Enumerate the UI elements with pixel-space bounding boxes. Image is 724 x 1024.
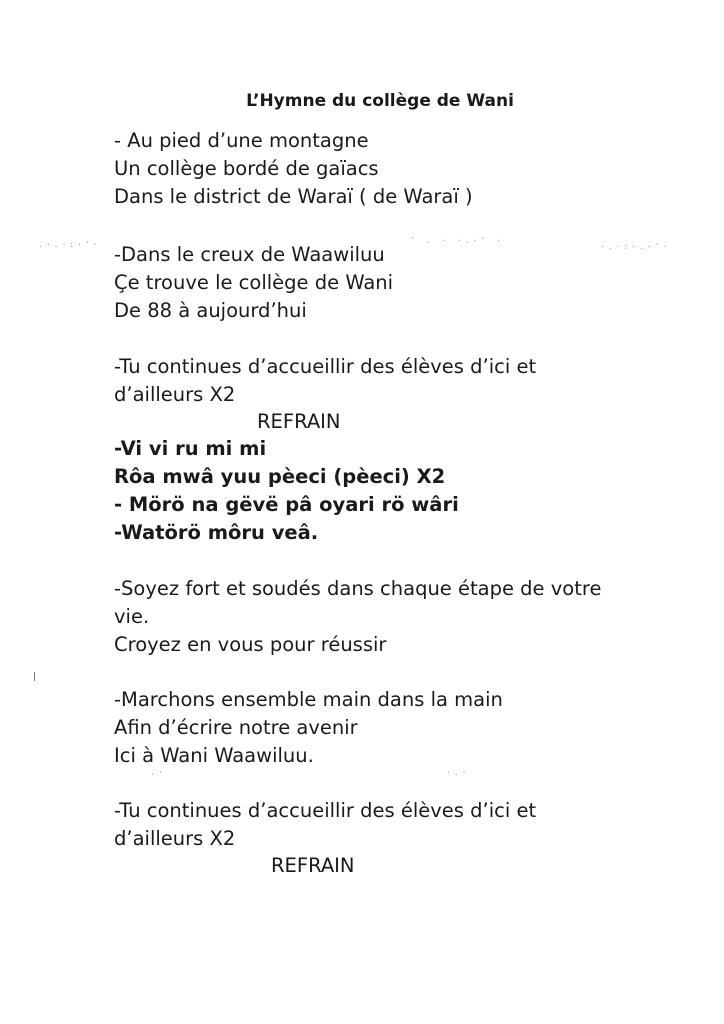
scan-noise: ·.·:·.·'· bbox=[600, 242, 671, 251]
refrain-label-1: REFRAIN bbox=[257, 410, 341, 433]
verse2-line2: Çe trouve le collège de Wani bbox=[114, 271, 394, 294]
scan-noise: ' . · ·.·' · bbox=[410, 236, 504, 245]
scan-noise: .·.·:·'· bbox=[38, 240, 101, 249]
page-title: L’Hymne du collège de Wani bbox=[246, 91, 514, 111]
verse2-line1: -Dans le creux de Waawiluu bbox=[114, 243, 385, 266]
verse6-line1: -Tu continues d’accueillir des élèves d’ici et bbox=[114, 799, 537, 822]
scan-noise: ·.· bbox=[446, 768, 470, 777]
verse1-line1: - Au pied d’une montagne bbox=[114, 129, 369, 152]
verse5-line3: Ici à Wani Waawiluu. bbox=[114, 744, 314, 767]
refrain-line2: Rôa mwâ yuu pèeci (pèeci) X2 bbox=[114, 465, 446, 488]
verse4-line3: Croyez en vous pour réussir bbox=[114, 633, 387, 656]
verse1-line2: Un collège bordé de gaïacs bbox=[114, 157, 379, 180]
refrain-line4: -Watörö môru veâ. bbox=[114, 521, 319, 544]
verse3-line1: -Tu continues d’accueillir des élèves d’ici et bbox=[114, 355, 537, 378]
verse2-line3: De 88 à aujourd’hui bbox=[114, 299, 307, 322]
verse5-line1: -Marchons ensemble main dans la main bbox=[114, 688, 503, 711]
verse3-line2: d’ailleurs X2 bbox=[114, 383, 236, 406]
verse1-line3: Dans le district de Waraï ( de Waraï ) bbox=[114, 185, 473, 208]
refrain-line3: - Mörö na gëvë pâ oyari rö wâri bbox=[114, 493, 459, 516]
scan-mark bbox=[34, 672, 35, 681]
refrain-line1: -Vi vi ru mi mi bbox=[114, 437, 267, 460]
verse6-line2: d’ailleurs X2 bbox=[114, 827, 236, 850]
verse4-line1: -Soyez fort et soudés dans chaque étape de votre bbox=[114, 577, 602, 600]
refrain-label-2: REFRAIN bbox=[271, 854, 355, 877]
scan-noise: ·' bbox=[150, 770, 166, 779]
verse5-line2: Afin d’écrire notre avenir bbox=[114, 716, 358, 739]
verse4-line2: vie. bbox=[114, 605, 150, 628]
